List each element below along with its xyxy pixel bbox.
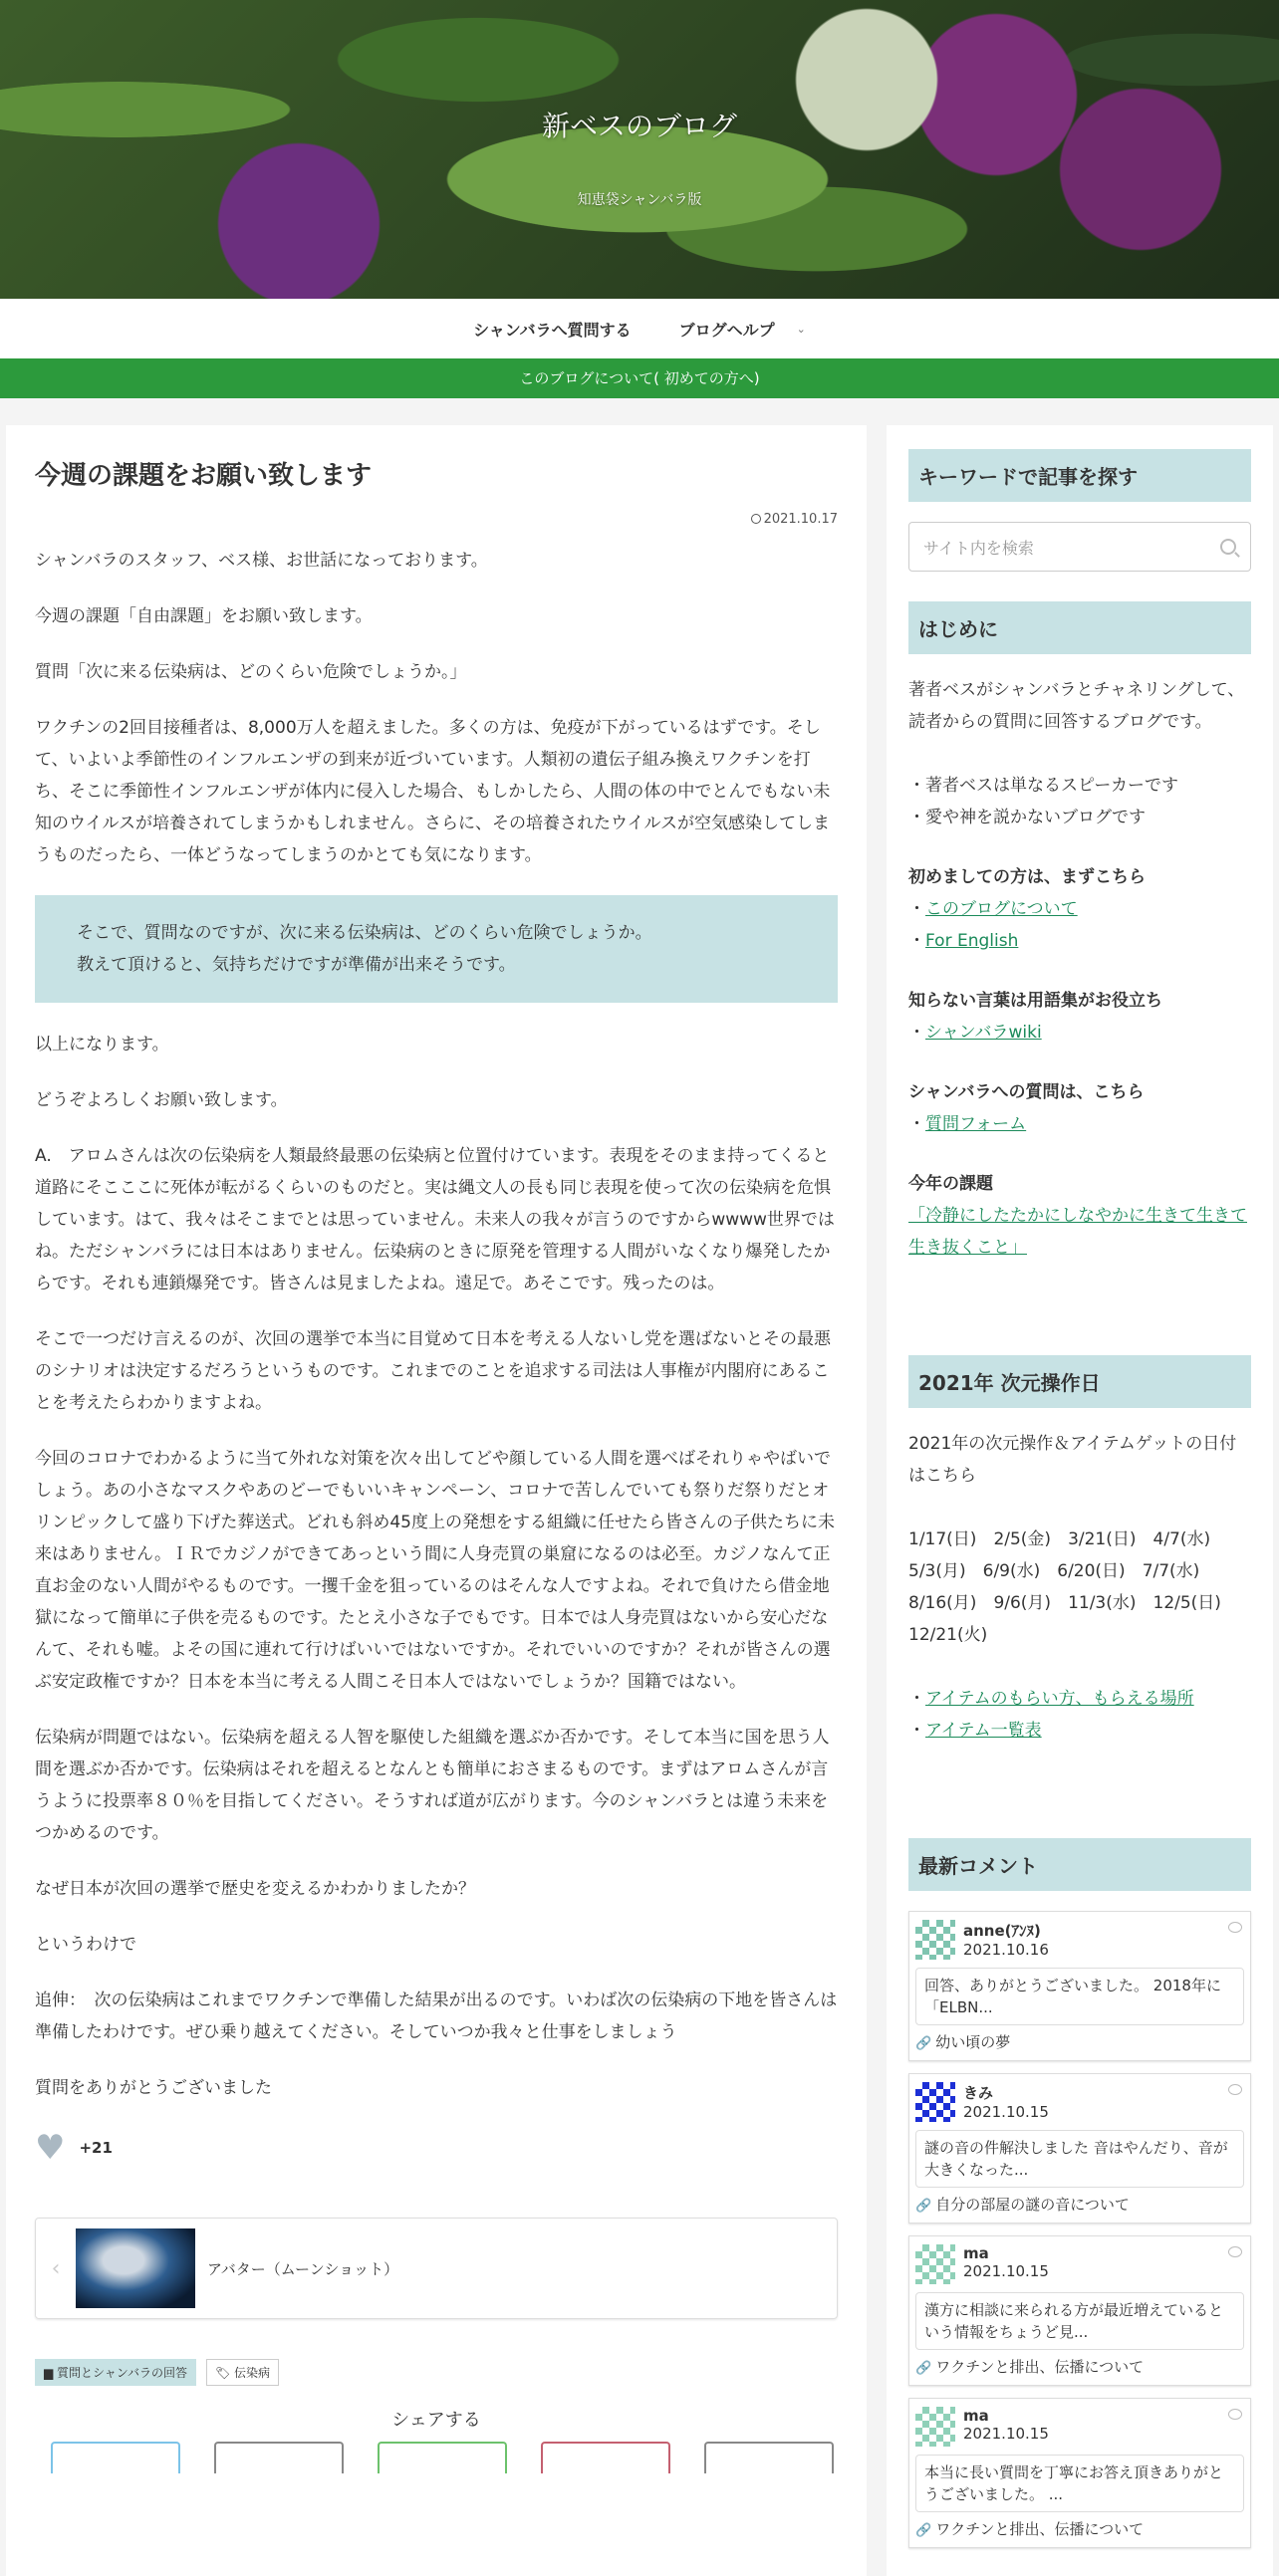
quote-line: 教えて頂けると、気持ちだけですが準備が出来そうです。 (77, 955, 516, 975)
post-date (35, 512, 838, 527)
comment-bubble-icon (1228, 2409, 1242, 2420)
ops-dates: 1/17(日) 2/5(金) 3/21(日) 4/7(水) (908, 1529, 1211, 1549)
ops-dates: 8/16(月) 9/6(月) 11/3(水) 12/5(日) (908, 1593, 1221, 1613)
comment-bubble-icon (1228, 1922, 1242, 1933)
search-widget-title: キーワードで記事を探す (908, 449, 1251, 502)
paragraph: 追伸： 次の伝染病はこれまでワクチンで準備した結果が出るのです。いわば次の伝染病の下地を皆さんは準備したわけです。ぜひ乗り越えてください。そしていつか我々と仕事をしましょう (35, 1991, 838, 2042)
comment-post-title[interactable]: 幼い頃の夢 (935, 2033, 1011, 2051)
prev-post-thumbnail (76, 2228, 195, 2308)
link-icon: 🔗 (915, 2523, 932, 2538)
site-title[interactable]: 新ベスのブログ (541, 110, 737, 142)
category-label: 質問とシャンバラの回答 (57, 2366, 187, 2380)
notice-bar[interactable]: このブログについて( 初めての方へ) (0, 358, 1279, 398)
nav-item-ask[interactable] (473, 318, 632, 341)
share-pocket-button[interactable] (541, 2442, 670, 2473)
like-box (35, 2128, 838, 2168)
sidebar (887, 425, 1273, 2576)
comment-card[interactable] (908, 2235, 1251, 2386)
paragraph: 質問「次に来る伝染病は、どのくらい危険でしょうか。」 (35, 662, 467, 682)
ops-dates: 12/21(火) (908, 1625, 988, 1645)
category-link[interactable]: ▆ 質問とシャンバラの回答 (35, 2359, 196, 2386)
heart-icon[interactable]: ♥ (35, 2128, 66, 2168)
paragraph: 質問をありがとうございました (35, 2078, 272, 2098)
search-placeholder: サイト内を検索 (923, 538, 1034, 558)
paragraph: 今週の課題「自由課題」をお願い致します。 (35, 606, 373, 626)
share-facebook-button[interactable] (214, 2442, 344, 2473)
glossary-heading: 知らない言葉は用語集がお役立ち (908, 991, 1162, 1011)
comment-author: ma (963, 2407, 989, 2425)
question-form-link[interactable]: 質問フォーム (925, 1114, 1027, 1134)
comment-author: ma (963, 2244, 989, 2262)
main-content (6, 425, 867, 2576)
header-banner (0, 0, 1279, 299)
paragraph: 以上になります。 (35, 1035, 169, 1054)
avatar (915, 1920, 955, 1960)
tag-link[interactable] (206, 2359, 279, 2386)
share-line-button[interactable] (378, 2442, 507, 2473)
avatar (915, 2244, 955, 2284)
chevron-down-icon: ⌄ (796, 322, 806, 336)
nav-item-label: シャンバラへ質問する (473, 320, 632, 340)
comment-post-title[interactable]: ワクチンと排出、伝播について (935, 2358, 1145, 2376)
link-icon: 🔗 (915, 2199, 932, 2214)
link-icon: 🔗 (915, 2361, 932, 2376)
intro-widget-title: はじめに (908, 601, 1251, 654)
site-subtitle: 知恵袋シャンバラ版 (577, 192, 702, 208)
tag-label: 伝染病 (234, 2366, 271, 2380)
question-heading: シャンバラへの質問は、こちら (908, 1082, 1145, 1102)
theme-link[interactable]: 「冷静にしたたかにしなやかに生きて生きて生き抜くこと」 (908, 1206, 1247, 1258)
comment-author: anne(ｱﾝﾇ) (963, 1922, 1041, 1940)
comment-excerpt: 回答、ありがとうございました。 2018年に「ELBN... (915, 1968, 1244, 2025)
comment-card[interactable] (908, 1911, 1251, 2061)
comment-bubble-icon (1228, 2246, 1242, 2257)
intro-bullet: ・愛や神を説かないブログです (908, 808, 1146, 827)
comment-date: 2021.10.16 (963, 1941, 1049, 1959)
paragraph: ワクチンの2回目接種者は、8,000万人を超えました。多くの方は、免疫が下がっているはずです。そして、いよいよ季節性のインフルエンザの到来が近づいています。人類初の遺伝子組み換えワクチンを打ち、そこに季節性インフルエンザが体内に侵入した場合、もしかしたら、人間の体の中でとんでもない未知のウイルスが培養されてしまうかもしれません。さらに、その培養されたウイルスが空気感染してしまうものだったら、一体どうなってしまうのかとても気になります。 (35, 718, 831, 865)
share-copy-button[interactable] (704, 2442, 834, 2473)
wiki-link[interactable]: シャンバラwiki (925, 1023, 1042, 1043)
comment-card[interactable] (908, 2398, 1251, 2548)
paragraph: A. アロムさんは次の伝染病を人類最終最悪の伝染病と位置付けています。表現をそのまま持ってくると道路にそこここに死体が転がるくらいのものだと。実は縄文人の長も同じ表現を使って次の伝染病を危惧しています。はて、我々はそこまでとは思っていません。未来人の我々が言うのですからwwww世界ではね。ただシャンバラには日本はありません。伝染病のときに原発を管理する人間がいなくなり爆発したからです。それも連鎖爆発です。皆さんは見ましたよね。遠足で。あそこです。残ったのは。 (35, 1146, 835, 1293)
entry-title: 今週の課題をお願い致します (35, 461, 373, 491)
paragraph: なぜ日本が次回の選挙で歴史を変えるかわかりましたか？ (35, 1879, 475, 1899)
avatar (915, 2082, 955, 2122)
link-icon: 🔗 (915, 2036, 932, 2051)
paragraph: シャンバラのスタッフ、ベス様、お世話になっております。 (35, 551, 488, 571)
comment-date: 2021.10.15 (963, 2262, 1049, 2280)
comment-date: 2021.10.15 (963, 2425, 1049, 2443)
paragraph: そこで一つだけ言えるのが、次回の選挙で本当に目覚めて日本を考える人ないし党を選ばないとその最悪のシナリオは決定するだろうというものです。これまでのことを追求する司法は人事権が内閣府にあることを考えたらわかりますよね。 (35, 1329, 831, 1413)
theme-heading: 今年の課題 (908, 1174, 993, 1194)
clock-icon (751, 514, 761, 524)
like-count: +21 (79, 2139, 113, 2157)
comment-post-title[interactable]: ワクチンと排出、伝播について (935, 2520, 1145, 2538)
avatar (915, 2407, 955, 2447)
intro-text: 著者ベスがシャンバラとチャネリングして、読者からの質問に回答するブログです。 (908, 680, 1245, 732)
recent-comments (908, 1911, 1251, 2548)
for-english-link[interactable]: For English (925, 931, 1019, 951)
item-list-link[interactable]: アイテム一覧表 (925, 1721, 1042, 1741)
ops-dates: 5/3(月) 6/9(水) 6/20(日) 7/7(水) (908, 1561, 1200, 1581)
nav-item-help[interactable] (679, 318, 806, 341)
paragraph: どうぞよろしくお願い致します。 (35, 1090, 288, 1110)
search-input[interactable] (908, 522, 1251, 572)
share-buttons (35, 2442, 838, 2473)
share-title: シェアする (391, 2410, 481, 2431)
about-blog-link[interactable]: このブログについて (925, 899, 1078, 919)
comment-date: 2021.10.15 (963, 2103, 1049, 2121)
ops-text: 2021年の次元操作＆アイテムゲットの日付はこちら (908, 1434, 1237, 1486)
search-icon[interactable] (1220, 539, 1236, 555)
blockquote (35, 895, 838, 1003)
item-howto-link[interactable]: アイテムのもらい方、もらえる場所 (925, 1689, 1194, 1709)
share-twitter-button[interactable] (51, 2442, 180, 2473)
prev-post-title: アバター（ムーンショット） (207, 2259, 399, 2278)
comments-widget-title: 最新コメント (908, 1838, 1251, 1891)
comment-excerpt: 本当に長い質問を丁寧にお答え頂きありがとうございました。 ... (915, 2455, 1244, 2512)
comment-post-title[interactable]: 自分の部屋の謎の音について (935, 2196, 1130, 2214)
intro-bullet: ・著者ベスは単なるスピーカーです (908, 776, 1178, 796)
nav-item-label: ブログヘルプ (678, 320, 775, 340)
post-date-text: 2021.10.17 (763, 512, 838, 527)
comment-excerpt: 漢方に相談に来られる方が最近増えているという情報をちょうど見... (915, 2292, 1244, 2350)
global-nav (0, 299, 1279, 358)
comment-card[interactable] (908, 2073, 1251, 2224)
paragraph: 伝染病が問題ではない。伝染病を超える人智を駆使した組織を選ぶか否かです。そして本当に国を思う人間を選ぶか否かです。伝染病はそれを超えるとなんとも簡単におさまるものです。まずはアロムさんが言うように投票率８０％を目指してください。そうすれば道が広がります。今のシャンバラとは違う未来をつかめるのです。 (35, 1728, 830, 1843)
paragraph: 今回のコロナでわかるように当て外れな対策を次々出してどや顔している人間を選べばそれりゃやばいでしょう。あの小さなマスクやあのどーでもいいキャンペーン、コロナで苦しんでいても祭りだ祭りだとオリンピックして盛り下げた葬送式。どれも斜め45度上の発想をする組織に任せたら皆さんの子供たちに未来はありません。ＩＲでカジノができてあっという間に人身売買の巣窟になるのは必至。カジノなんて正直お金のない人間がやるものです。一攫千金を狙っているのはそんな人ですよね。それで負けたら借金地獄になって簡単に子供を売るものです。たとえ小さな子でもです。日本では人身売買はないから安心だなんて、それも嘘。よその国に連れて行けばいいではないですか。それでいいのですか？それが皆さんの選ぶ安定政権ですか？日本を本当に考える人間こそ日本人ではないでしょうか？国籍ではない。 (35, 1449, 835, 1692)
comment-bubble-icon (1228, 2084, 1242, 2095)
chevron-left-icon: ‹ (51, 2255, 61, 2281)
first-visit-heading: 初めましての方は、まずこちら (908, 867, 1146, 887)
entry-body (35, 545, 838, 2104)
quote-line: そこで、質問なのですが、次に来る伝染病は、どのくらい危険でしょうか。 (77, 923, 652, 943)
paragraph: というわけで (35, 1935, 136, 1955)
prev-post-card[interactable] (35, 2218, 838, 2319)
comment-author: きみ (963, 2084, 994, 2102)
tag-icon: 🏷 (214, 2366, 231, 2380)
ops-widget-title: 2021年 次元操作日 (908, 1355, 1251, 1408)
comment-excerpt: 謎の音の件解決しました 音はやんだり、音が大きくなった... (915, 2130, 1244, 2188)
intro-widget: 著者ベスがシャンバラとチャネリングして、読者からの質問に回答するブログです。 ・著者ベスは単なるスピーカーです ・愛や神を説かないブログです 初めましての方は、まずこちら ・このブログについて ・For English 知らない言葉は用語集がお役立ち ・シャンバラwiki シャンバラへの質問は、こちら ・質問フォーム 今年の課題 「冷静にしたたかにしなやかに生きて生きて生き抜くこと」 (908, 674, 1251, 1264)
ops-widget: 2021年の次元操作＆アイテムゲットの日付はこちら 1/17(日) 2/5(金) 3/21(日) 4/7(水) 5/3(月) 6/9(水) 6/20(日) 7/7(水) 8/16(月) 9/6(月) 11/3(水) 12/5(日) 12/21(火) ・アイテムのもらい方、もらえる場所 ・アイテム一覧表 (908, 1428, 1251, 1747)
taxonomy (35, 2359, 838, 2386)
